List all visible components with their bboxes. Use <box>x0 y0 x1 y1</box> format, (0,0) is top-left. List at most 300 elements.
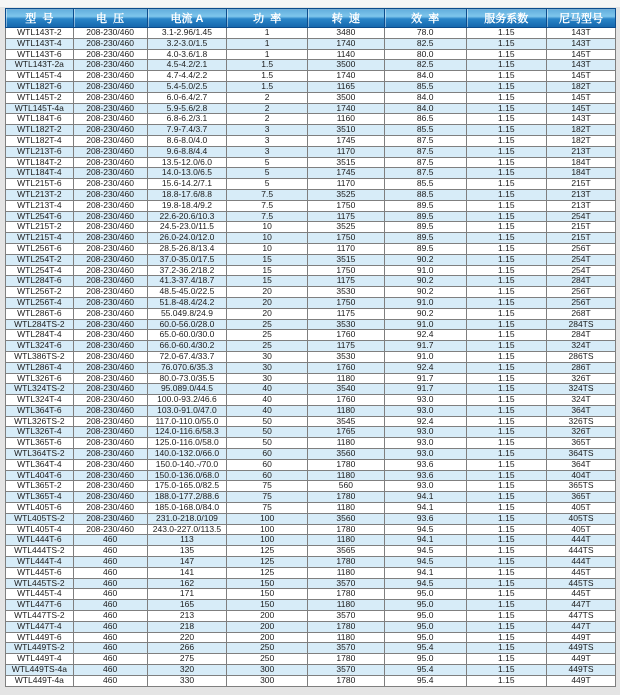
cell-model: WTL449T-6 <box>6 632 74 643</box>
cell-model: WTL364T-4 <box>6 459 74 470</box>
table-row <box>6 557 616 568</box>
cell-speed: 1180 <box>307 438 384 449</box>
cell-voltage: 460 <box>73 535 147 546</box>
cell-model: WTL386TS-2 <box>6 351 74 362</box>
cell-current-a: 60.0-56.0/28.0 <box>147 319 227 330</box>
table-row <box>6 405 616 416</box>
cell-service-factor: 1.15 <box>466 125 547 136</box>
cell-voltage: 208-230/460 <box>73 146 147 157</box>
cell-power: 150 <box>227 589 308 600</box>
cell-model: WTL447TS-2 <box>6 611 74 622</box>
cell-speed: 1175 <box>307 211 384 222</box>
cell-voltage: 208-230/460 <box>73 200 147 211</box>
cell-voltage: 208-230/460 <box>73 103 147 114</box>
cell-power: 125 <box>227 567 308 578</box>
cell-model: WTL215T-6 <box>6 179 74 190</box>
cell-current-a: 80.0-73.0/35.5 <box>147 373 227 384</box>
cell-power: 100 <box>227 535 308 546</box>
cell-speed: 3560 <box>307 513 384 524</box>
cell-nema-frame: 145T <box>547 103 616 114</box>
cell-nema-frame: 445T <box>547 589 616 600</box>
cell-nema-frame: 365TS <box>547 481 616 492</box>
cell-model: WTL284T-4 <box>6 330 74 341</box>
cell-efficiency: 88.5 <box>384 189 466 200</box>
cell-model: WTL213T-4 <box>6 200 74 211</box>
cell-nema-frame: 445T <box>547 567 616 578</box>
column-header-model: 型 号 <box>6 9 74 28</box>
table-row <box>6 503 616 514</box>
table-row <box>6 384 616 395</box>
cell-efficiency: 91.7 <box>384 384 466 395</box>
cell-nema-frame: 256T <box>547 287 616 298</box>
cell-current-a: 140.0-132.0/66.0 <box>147 449 227 460</box>
cell-service-factor: 1.15 <box>466 92 547 103</box>
cell-speed: 1760 <box>307 362 384 373</box>
table-row <box>6 308 616 319</box>
cell-efficiency: 95.0 <box>384 632 466 643</box>
cell-model: WTL215T-4 <box>6 233 74 244</box>
cell-nema-frame: 215T <box>547 222 616 233</box>
table-row <box>6 567 616 578</box>
table-row <box>6 600 616 611</box>
cell-nema-frame: 324TS <box>547 384 616 395</box>
cell-nema-frame: 145T <box>547 92 616 103</box>
cell-power: 15 <box>227 276 308 287</box>
cell-speed: 1170 <box>307 243 384 254</box>
cell-power: 75 <box>227 481 308 492</box>
column-header-nema-frame: 尼马型号 <box>547 9 616 28</box>
cell-model: WTL447T-4 <box>6 621 74 632</box>
cell-efficiency: 95.0 <box>384 621 466 632</box>
cell-power: 20 <box>227 297 308 308</box>
cell-model: WTL284TS-2 <box>6 319 74 330</box>
cell-speed: 1175 <box>307 276 384 287</box>
cell-service-factor: 1.15 <box>466 28 547 39</box>
cell-power: 200 <box>227 621 308 632</box>
cell-nema-frame: 268T <box>547 308 616 319</box>
cell-efficiency: 94.5 <box>384 546 466 557</box>
cell-service-factor: 1.15 <box>466 276 547 287</box>
cell-efficiency: 85.5 <box>384 125 466 136</box>
cell-voltage: 460 <box>73 578 147 589</box>
cell-service-factor: 1.15 <box>466 492 547 503</box>
cell-efficiency: 80.0 <box>384 49 466 60</box>
cell-model: WTL445TS-2 <box>6 578 74 589</box>
cell-current-a: 6.8-6.2/3.1 <box>147 114 227 125</box>
cell-nema-frame: 324T <box>547 341 616 352</box>
cell-model: WTL182T-6 <box>6 81 74 92</box>
cell-nema-frame: 326TS <box>547 416 616 427</box>
cell-model: WTL256T-4 <box>6 297 74 308</box>
cell-model: WTL324TS-2 <box>6 384 74 395</box>
cell-speed: 1750 <box>307 297 384 308</box>
cell-current-a: 51.8-48.4/24.2 <box>147 297 227 308</box>
cell-power: 7.5 <box>227 189 308 200</box>
cell-nema-frame: 447TS <box>547 611 616 622</box>
cell-current-a: 4.0-3.6/1.8 <box>147 49 227 60</box>
cell-current-a: 117.0-110.0/55.0 <box>147 416 227 427</box>
cell-model: WTL256T-2 <box>6 287 74 298</box>
cell-service-factor: 1.15 <box>466 243 547 254</box>
cell-nema-frame: 404T <box>547 470 616 481</box>
table-row <box>6 265 616 276</box>
cell-power: 1.5 <box>227 81 308 92</box>
cell-current-a: 18.8-17.6/8.8 <box>147 189 227 200</box>
column-header-power: 功 率 <box>227 9 308 28</box>
cell-speed: 3545 <box>307 416 384 427</box>
cell-power: 100 <box>227 513 308 524</box>
cell-efficiency: 94.1 <box>384 535 466 546</box>
cell-voltage: 208-230/460 <box>73 459 147 470</box>
cell-efficiency: 95.4 <box>384 675 466 686</box>
cell-model: WTL215T-2 <box>6 222 74 233</box>
cell-nema-frame: 447T <box>547 621 616 632</box>
cell-service-factor: 1.15 <box>466 60 547 71</box>
cell-power: 300 <box>227 665 308 676</box>
cell-speed: 1780 <box>307 524 384 535</box>
cell-voltage: 208-230/460 <box>73 492 147 503</box>
cell-voltage: 208-230/460 <box>73 373 147 384</box>
cell-efficiency: 87.5 <box>384 168 466 179</box>
cell-service-factor: 1.15 <box>466 503 547 514</box>
cell-voltage: 460 <box>73 665 147 676</box>
cell-power: 30 <box>227 351 308 362</box>
table-row <box>6 524 616 535</box>
cell-speed: 3570 <box>307 578 384 589</box>
cell-voltage: 208-230/460 <box>73 362 147 373</box>
cell-model: WTL326T-4 <box>6 427 74 438</box>
cell-voltage: 460 <box>73 546 147 557</box>
cell-speed: 1165 <box>307 81 384 92</box>
cell-nema-frame: 182T <box>547 135 616 146</box>
cell-speed: 1780 <box>307 557 384 568</box>
cell-current-a: 4.7-4.4/2.2 <box>147 71 227 82</box>
cell-service-factor: 1.15 <box>466 189 547 200</box>
cell-speed: 1780 <box>307 459 384 470</box>
cell-model: WTL254T-2 <box>6 254 74 265</box>
cell-voltage: 208-230/460 <box>73 92 147 103</box>
table-body <box>6 28 616 687</box>
cell-model: WTL213T-2 <box>6 189 74 200</box>
table-row <box>6 243 616 254</box>
cell-nema-frame: 182T <box>547 125 616 136</box>
cell-speed: 3530 <box>307 351 384 362</box>
cell-power: 200 <box>227 632 308 643</box>
cell-current-a: 3.2-3.0/1.5 <box>147 38 227 49</box>
cell-speed: 1780 <box>307 621 384 632</box>
cell-current-a: 48.5-45.0/22.5 <box>147 287 227 298</box>
cell-power: 60 <box>227 470 308 481</box>
cell-efficiency: 92.4 <box>384 416 466 427</box>
cell-nema-frame: 143T <box>547 28 616 39</box>
cell-model: WTL405T-4 <box>6 524 74 535</box>
cell-power: 125 <box>227 546 308 557</box>
cell-efficiency: 91.0 <box>384 297 466 308</box>
cell-power: 20 <box>227 308 308 319</box>
table-row <box>6 373 616 384</box>
cell-speed: 1740 <box>307 103 384 114</box>
table-row <box>6 481 616 492</box>
cell-service-factor: 1.15 <box>466 449 547 460</box>
cell-service-factor: 1.15 <box>466 557 547 568</box>
cell-model: WTL184T-2 <box>6 157 74 168</box>
cell-nema-frame: 444T <box>547 535 616 546</box>
cell-nema-frame: 213T <box>547 200 616 211</box>
cell-service-factor: 1.15 <box>466 287 547 298</box>
cell-current-a: 5.4-5.0/2.5 <box>147 81 227 92</box>
cell-model: WTL182T-4 <box>6 135 74 146</box>
cell-speed: 3565 <box>307 546 384 557</box>
table-row <box>6 287 616 298</box>
cell-nema-frame: 256T <box>547 297 616 308</box>
cell-service-factor: 1.15 <box>466 211 547 222</box>
cell-voltage: 208-230/460 <box>73 71 147 82</box>
cell-voltage: 208-230/460 <box>73 265 147 276</box>
cell-power: 1.5 <box>227 60 308 71</box>
cell-nema-frame: 326T <box>547 373 616 384</box>
cell-efficiency: 93.0 <box>384 449 466 460</box>
cell-nema-frame: 449TS <box>547 665 616 676</box>
cell-speed: 3530 <box>307 287 384 298</box>
cell-current-a: 275 <box>147 654 227 665</box>
cell-current-a: 320 <box>147 665 227 676</box>
cell-power: 300 <box>227 675 308 686</box>
cell-nema-frame: 405T <box>547 503 616 514</box>
table-row <box>6 416 616 427</box>
cell-power: 25 <box>227 330 308 341</box>
cell-voltage: 208-230/460 <box>73 135 147 146</box>
cell-efficiency: 95.4 <box>384 643 466 654</box>
cell-service-factor: 1.15 <box>466 308 547 319</box>
table-row <box>6 449 616 460</box>
cell-nema-frame: 449TS <box>547 643 616 654</box>
cell-voltage: 208-230/460 <box>73 189 147 200</box>
cell-power: 75 <box>227 503 308 514</box>
cell-service-factor: 1.15 <box>466 395 547 406</box>
table-row <box>6 168 616 179</box>
cell-efficiency: 95.0 <box>384 600 466 611</box>
cell-model: WTL324T-6 <box>6 341 74 352</box>
cell-speed: 3510 <box>307 125 384 136</box>
cell-model: WTL405TS-2 <box>6 513 74 524</box>
cell-service-factor: 1.15 <box>466 567 547 578</box>
cell-speed: 3540 <box>307 384 384 395</box>
table-row <box>6 38 616 49</box>
cell-service-factor: 1.15 <box>466 600 547 611</box>
cell-power: 150 <box>227 578 308 589</box>
cell-current-a: 95.089.0/44.5 <box>147 384 227 395</box>
cell-efficiency: 95.0 <box>384 654 466 665</box>
cell-efficiency: 87.5 <box>384 146 466 157</box>
cell-service-factor: 1.15 <box>466 416 547 427</box>
cell-voltage: 208-230/460 <box>73 503 147 514</box>
cell-voltage: 208-230/460 <box>73 513 147 524</box>
cell-nema-frame: 284TS <box>547 319 616 330</box>
cell-efficiency: 89.5 <box>384 211 466 222</box>
cell-voltage: 208-230/460 <box>73 308 147 319</box>
cell-model: WTL444T-6 <box>6 535 74 546</box>
cell-efficiency: 90.2 <box>384 308 466 319</box>
cell-current-a: 220 <box>147 632 227 643</box>
cell-model: WTL364T-6 <box>6 405 74 416</box>
cell-current-a: 7.9-7.4/3.7 <box>147 125 227 136</box>
cell-service-factor: 1.15 <box>466 222 547 233</box>
cell-model: WTL449TS-2 <box>6 643 74 654</box>
cell-voltage: 208-230/460 <box>73 222 147 233</box>
cell-model: WTL254T-6 <box>6 211 74 222</box>
cell-power: 25 <box>227 341 308 352</box>
cell-current-a: 37.0-35.0/17.5 <box>147 254 227 265</box>
cell-current-a: 125.0-116.0/58.0 <box>147 438 227 449</box>
cell-current-a: 66.0-60.4/30.2 <box>147 341 227 352</box>
cell-efficiency: 84.0 <box>384 71 466 82</box>
cell-voltage: 208-230/460 <box>73 38 147 49</box>
cell-model: WTL365T-6 <box>6 438 74 449</box>
table-row <box>6 427 616 438</box>
cell-nema-frame: 444TS <box>547 546 616 557</box>
cell-power: 40 <box>227 405 308 416</box>
cell-voltage: 208-230/460 <box>73 114 147 125</box>
cell-model: WTL143T-2 <box>6 28 74 39</box>
cell-efficiency: 93.0 <box>384 481 466 492</box>
cell-nema-frame: 447T <box>547 600 616 611</box>
cell-efficiency: 85.5 <box>384 81 466 92</box>
cell-speed: 1760 <box>307 395 384 406</box>
table-row <box>6 632 616 643</box>
cell-service-factor: 1.15 <box>466 254 547 265</box>
cell-power: 5 <box>227 168 308 179</box>
cell-power: 250 <box>227 654 308 665</box>
table-row <box>6 222 616 233</box>
column-header-service-factor: 服务系数 <box>466 9 547 28</box>
cell-power: 60 <box>227 449 308 460</box>
cell-current-a: 266 <box>147 643 227 654</box>
cell-service-factor: 1.15 <box>466 524 547 535</box>
cell-nema-frame: 184T <box>547 168 616 179</box>
cell-model: WTL145T-4 <box>6 71 74 82</box>
cell-efficiency: 90.2 <box>384 276 466 287</box>
cell-model: WTL143T-6 <box>6 49 74 60</box>
cell-efficiency: 94.1 <box>384 492 466 503</box>
cell-nema-frame: 365T <box>547 492 616 503</box>
cell-efficiency: 84.0 <box>384 103 466 114</box>
cell-efficiency: 91.0 <box>384 265 466 276</box>
cell-nema-frame: 364TS <box>547 449 616 460</box>
cell-model: WTL364TS-2 <box>6 449 74 460</box>
cell-voltage: 208-230/460 <box>73 427 147 438</box>
table-row <box>6 459 616 470</box>
cell-speed: 1745 <box>307 135 384 146</box>
cell-efficiency: 85.5 <box>384 179 466 190</box>
column-header-speed: 转 速 <box>307 9 384 28</box>
table-row <box>6 546 616 557</box>
cell-voltage: 208-230/460 <box>73 330 147 341</box>
cell-model: WTL326T-6 <box>6 373 74 384</box>
cell-model: WTL405T-6 <box>6 503 74 514</box>
cell-service-factor: 1.15 <box>466 643 547 654</box>
cell-voltage: 460 <box>73 654 147 665</box>
cell-service-factor: 1.15 <box>466 297 547 308</box>
cell-nema-frame: 143T <box>547 60 616 71</box>
cell-voltage: 208-230/460 <box>73 395 147 406</box>
cell-efficiency: 93.0 <box>384 438 466 449</box>
table-row <box>6 125 616 136</box>
cell-efficiency: 89.5 <box>384 222 466 233</box>
cell-efficiency: 91.7 <box>384 373 466 384</box>
cell-speed: 1180 <box>307 405 384 416</box>
cell-service-factor: 1.15 <box>466 38 547 49</box>
cell-voltage: 208-230/460 <box>73 276 147 287</box>
table-row <box>6 492 616 503</box>
cell-service-factor: 1.15 <box>466 49 547 60</box>
cell-nema-frame: 254T <box>547 211 616 222</box>
cell-voltage: 208-230/460 <box>73 28 147 39</box>
cell-efficiency: 87.5 <box>384 157 466 168</box>
cell-service-factor: 1.15 <box>466 427 547 438</box>
cell-voltage: 208-230/460 <box>73 470 147 481</box>
cell-nema-frame: 182T <box>547 81 616 92</box>
cell-service-factor: 1.15 <box>466 654 547 665</box>
table-row <box>6 589 616 600</box>
cell-current-a: 243.0-227.0/113.5 <box>147 524 227 535</box>
cell-speed: 3500 <box>307 92 384 103</box>
table-row <box>6 146 616 157</box>
cell-model: WTL143T-4 <box>6 38 74 49</box>
cell-nema-frame: 145T <box>547 49 616 60</box>
cell-voltage: 208-230/460 <box>73 125 147 136</box>
table-row <box>6 135 616 146</box>
cell-nema-frame: 256T <box>547 243 616 254</box>
cell-current-a: 124.0-116.6/58.3 <box>147 427 227 438</box>
cell-voltage: 208-230/460 <box>73 179 147 190</box>
cell-current-a: 72.0-67.4/33.7 <box>147 351 227 362</box>
cell-power: 3 <box>227 135 308 146</box>
cell-service-factor: 1.15 <box>466 513 547 524</box>
cell-power: 250 <box>227 643 308 654</box>
cell-speed: 1780 <box>307 492 384 503</box>
cell-power: 2 <box>227 92 308 103</box>
table-row <box>6 276 616 287</box>
cell-power: 3 <box>227 125 308 136</box>
cell-current-a: 330 <box>147 675 227 686</box>
cell-power: 2 <box>227 114 308 125</box>
cell-voltage: 208-230/460 <box>73 405 147 416</box>
cell-service-factor: 1.15 <box>466 621 547 632</box>
cell-efficiency: 91.0 <box>384 351 466 362</box>
cell-current-a: 103.0-91.0/47.0 <box>147 405 227 416</box>
cell-speed: 1170 <box>307 179 384 190</box>
cell-speed: 3515 <box>307 254 384 265</box>
cell-nema-frame: 286T <box>547 362 616 373</box>
cell-voltage: 460 <box>73 621 147 632</box>
table-row <box>6 665 616 676</box>
cell-nema-frame: 405T <box>547 524 616 535</box>
cell-model: WTL184T-4 <box>6 168 74 179</box>
cell-nema-frame: 254T <box>547 254 616 265</box>
cell-nema-frame: 449T <box>547 632 616 643</box>
cell-voltage: 208-230/460 <box>73 49 147 60</box>
cell-efficiency: 95.0 <box>384 611 466 622</box>
cell-current-a: 76.070.6/35.3 <box>147 362 227 373</box>
cell-voltage: 208-230/460 <box>73 297 147 308</box>
cell-power: 150 <box>227 600 308 611</box>
cell-speed: 1740 <box>307 71 384 82</box>
cell-nema-frame: 445TS <box>547 578 616 589</box>
cell-service-factor: 1.15 <box>466 319 547 330</box>
cell-efficiency: 92.4 <box>384 362 466 373</box>
cell-voltage: 208-230/460 <box>73 157 147 168</box>
cell-efficiency: 91.7 <box>384 341 466 352</box>
